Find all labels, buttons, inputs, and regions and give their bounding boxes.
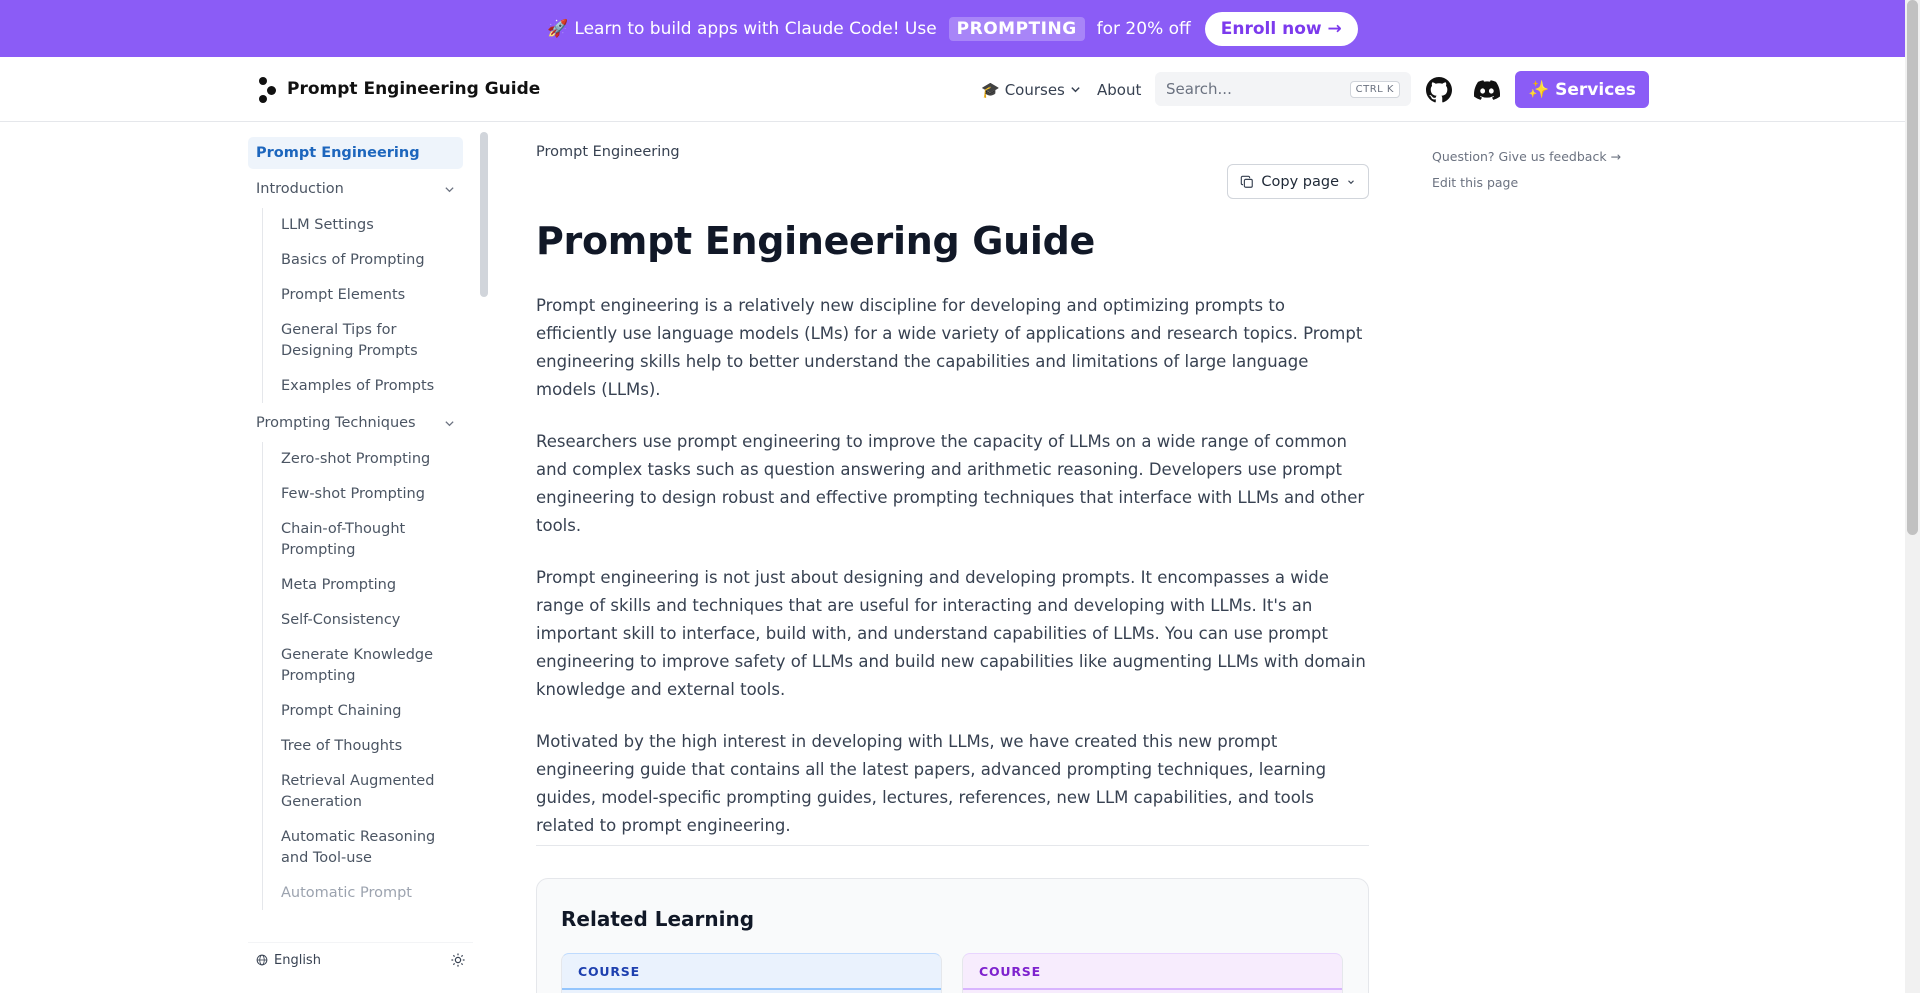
sidebar-item-prompt-elements[interactable]: Prompt Elements <box>281 287 406 303</box>
sidebar-scrollbar[interactable] <box>480 132 488 297</box>
sidebar-item-self-consistency[interactable]: Self-Consistency <box>281 612 401 628</box>
sidebar-item-prompt-chaining[interactable]: Prompt Chaining <box>281 703 402 719</box>
promo-code: PROMPTING <box>949 17 1085 41</box>
sidebar-item-few-shot[interactable]: Few-shot Prompting <box>281 486 425 502</box>
paragraph: Prompt engineering is not just about designing and developing prompts. It encompasses a wide range of skills and techniques that are useful for interacting and developing with LLMs. It's an important skill to interface, build with, and understand capabilities of LLMs. You can use prompt engineering to improve safety of LLMs and build new capabilities like augmenting LLMs with domain knowledge and external tools. <box>536 568 1366 699</box>
course-badge: COURSE <box>578 964 640 979</box>
sidebar-item-chain-of-thought[interactable]: Chain-of-Thought Prompting <box>281 521 406 558</box>
sidebar-item-prompt-engineering[interactable]: Prompt Engineering <box>248 137 463 169</box>
sidebar-section-label: Prompting Techniques <box>256 415 416 431</box>
services-button[interactable] <box>1515 71 1649 108</box>
top-navbar <box>0 57 1905 122</box>
paragraph: Researchers use prompt engineering to improve the capacity of LLMs on a wide range of common and complex tasks such as question answering and arithmetic reasoning. Developers use prompt engineering to design robust and effective prompting techniques that interface with LLMs and other tools. <box>536 432 1365 535</box>
sidebar-item-generate-knowledge[interactable]: Generate Knowledge Prompting <box>281 647 434 684</box>
discord-icon <box>1474 79 1500 101</box>
section-divider <box>536 845 1369 846</box>
course-card[interactable] <box>561 953 942 993</box>
card-divider <box>562 988 941 990</box>
sidebar-item-examples-of-prompts[interactable]: Examples of Prompts <box>281 378 435 394</box>
sidebar <box>248 122 473 993</box>
graduation-cap-icon: 🎓 <box>981 80 1000 99</box>
copy-page-button[interactable] <box>1227 164 1369 199</box>
sidebar-group-introduction <box>262 208 463 403</box>
course-card[interactable] <box>962 953 1343 993</box>
breadcrumb[interactable]: Prompt Engineering <box>536 144 680 160</box>
search-input[interactable] <box>1155 72 1411 106</box>
about-label: About <box>1097 80 1142 99</box>
chevron-down-icon <box>444 418 455 429</box>
sidebar-item-meta-prompting[interactable]: Meta Prompting <box>281 577 397 593</box>
github-link[interactable] <box>1425 76 1453 104</box>
theme-toggle-sun-icon[interactable] <box>451 953 465 967</box>
rocket-icon: 🚀 <box>547 18 569 39</box>
promo-text-before: Learn to build apps with Claude Code! Use <box>574 18 937 39</box>
sidebar-section-label: Introduction <box>256 181 344 197</box>
search-placeholder: Search... <box>1166 80 1232 98</box>
related-learning-title: Related Learning <box>561 907 755 931</box>
courses-label: Courses <box>1004 80 1065 99</box>
services-label: ✨ Services <box>1528 79 1636 100</box>
nav-about-link[interactable] <box>1097 57 1141 122</box>
promo-text-after: for 20% off <box>1096 18 1191 39</box>
logo-icon <box>257 75 279 103</box>
sidebar-item-tree-of-thoughts[interactable]: Tree of Thoughts <box>281 738 403 754</box>
promo-text <box>547 17 1191 41</box>
paragraph: Prompt engineering is a relatively new discipline for developing and optimizing prompts to efficiently use language models (LMs) for a wide variety of applications and research topics. Prompt engineering skills help to better understand the capabilities and limitations of large language models (LLMs). <box>536 296 1363 399</box>
courses-dropdown[interactable] <box>981 57 1081 122</box>
related-learning-panel <box>536 878 1369 993</box>
copy-icon <box>1240 175 1254 189</box>
paragraph: Motivated by the high interest in developing with LLMs, we have created this new prompt engineering guide that contains all the latest papers, advanced prompting techniques, learning guides, model-specific prompting guides, lectures, references, new LLM capabilities, and tools related to prompt engineering. <box>536 732 1327 835</box>
promo-banner <box>0 0 1905 57</box>
sidebar-item-automatic-prompt[interactable]: Automatic Prompt <box>281 885 412 901</box>
sidebar-item-general-tips[interactable]: General Tips for Designing Prompts <box>281 322 418 359</box>
sidebar-item-llm-settings[interactable]: LLM Settings <box>281 217 374 233</box>
page-title: Prompt Engineering Guide <box>536 219 1096 263</box>
page-scrollbar[interactable] <box>1905 0 1920 993</box>
toc-sidebar <box>1432 144 1621 196</box>
course-badge: COURSE <box>979 964 1041 979</box>
chevron-down-icon <box>1070 84 1081 95</box>
copy-page-label: Copy page <box>1261 173 1339 190</box>
chevron-down-icon <box>444 184 455 195</box>
sidebar-item-automatic-reasoning[interactable]: Automatic Reasoning and Tool-use <box>281 829 436 866</box>
language-selector[interactable] <box>256 953 321 968</box>
language-label: English <box>274 952 321 968</box>
chevron-down-icon <box>1346 177 1356 187</box>
edit-page-link[interactable]: Edit this page <box>1432 175 1519 190</box>
search-shortcut: CTRL K <box>1350 81 1400 98</box>
github-icon <box>1426 77 1452 103</box>
card-divider <box>963 988 1342 990</box>
feedback-link[interactable]: Question? Give us feedback → <box>1432 149 1622 164</box>
sidebar-section-prompting-techniques[interactable] <box>248 405 463 442</box>
discord-link[interactable] <box>1473 76 1501 104</box>
site-logo-link[interactable] <box>257 75 540 103</box>
article-body <box>536 292 1369 864</box>
sidebar-nav <box>248 137 463 932</box>
sidebar-item-zero-shot[interactable]: Zero-shot Prompting <box>281 451 431 467</box>
sidebar-item-rag[interactable]: Retrieval Augmented Generation <box>281 773 435 810</box>
sidebar-item-basics-of-prompting[interactable]: Basics of Prompting <box>281 252 425 268</box>
page-scrollbar-thumb[interactable] <box>1907 0 1918 535</box>
site-title: Prompt Engineering Guide <box>287 79 541 99</box>
sidebar-footer <box>248 942 473 977</box>
globe-icon <box>256 954 268 966</box>
sidebar-section-introduction[interactable] <box>248 171 463 208</box>
sidebar-group-prompting-techniques <box>262 442 463 910</box>
enroll-now-button[interactable]: Enroll now → <box>1205 12 1358 46</box>
